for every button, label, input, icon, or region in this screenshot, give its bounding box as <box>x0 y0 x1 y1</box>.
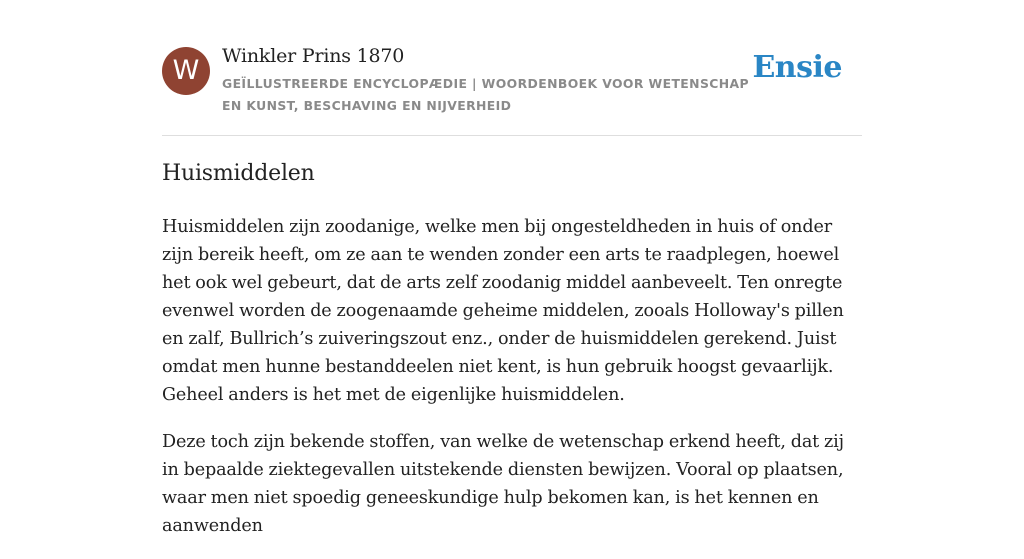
source-avatar[interactable]: W <box>162 47 210 95</box>
source-header <box>162 44 862 136</box>
article <box>162 158 864 559</box>
source-title[interactable]: Winkler Prins 1870 <box>222 45 405 67</box>
article-paragraph: Deze toch zijn bekende stoffen, van welke de wetenschap erkend heeft, dat zij in bepaalde ziektegevallen uitstekende diensten bewijzen. Vooral op plaatsen, waar men niet spoedig geneeskundige hulp bekomen kan, is het kennen en aanwenden <box>162 432 844 536</box>
article-title: Huismiddelen <box>162 161 315 186</box>
source-subtitle: GEÏLLUSTREERDE ENCYCLOPÆDIE | WOORDENBOEK VOOR WETENSCHAP EN KUNST, BESCHAVING EN NIJVERHEID <box>222 76 749 113</box>
article-paragraph: Huismiddelen zijn zoodanige, welke men bij ongesteldheden in huis of onder zijn bereik heeft, om ze aan te wenden zonder een arts te raadplegen, hoewel het ook wel gebeurt, dat de arts zelf zoodanig middel aanbeveelt. Ten onregte evenwel worden de zoogenaamde geheime middelen, zooals Holloway's pillen en zalf, Bullrich’s zuiveringszout enz., onder de huismiddelen gerekend. Juist omdat men hunne bestanddeelen niet kent, is hun gebruik hoogst gevaarlijk. Geheel anders is het met de eigenlijke huismiddelen. <box>162 217 844 405</box>
article-body <box>162 213 864 540</box>
ensie-logo-link[interactable]: Ensie <box>752 50 842 85</box>
